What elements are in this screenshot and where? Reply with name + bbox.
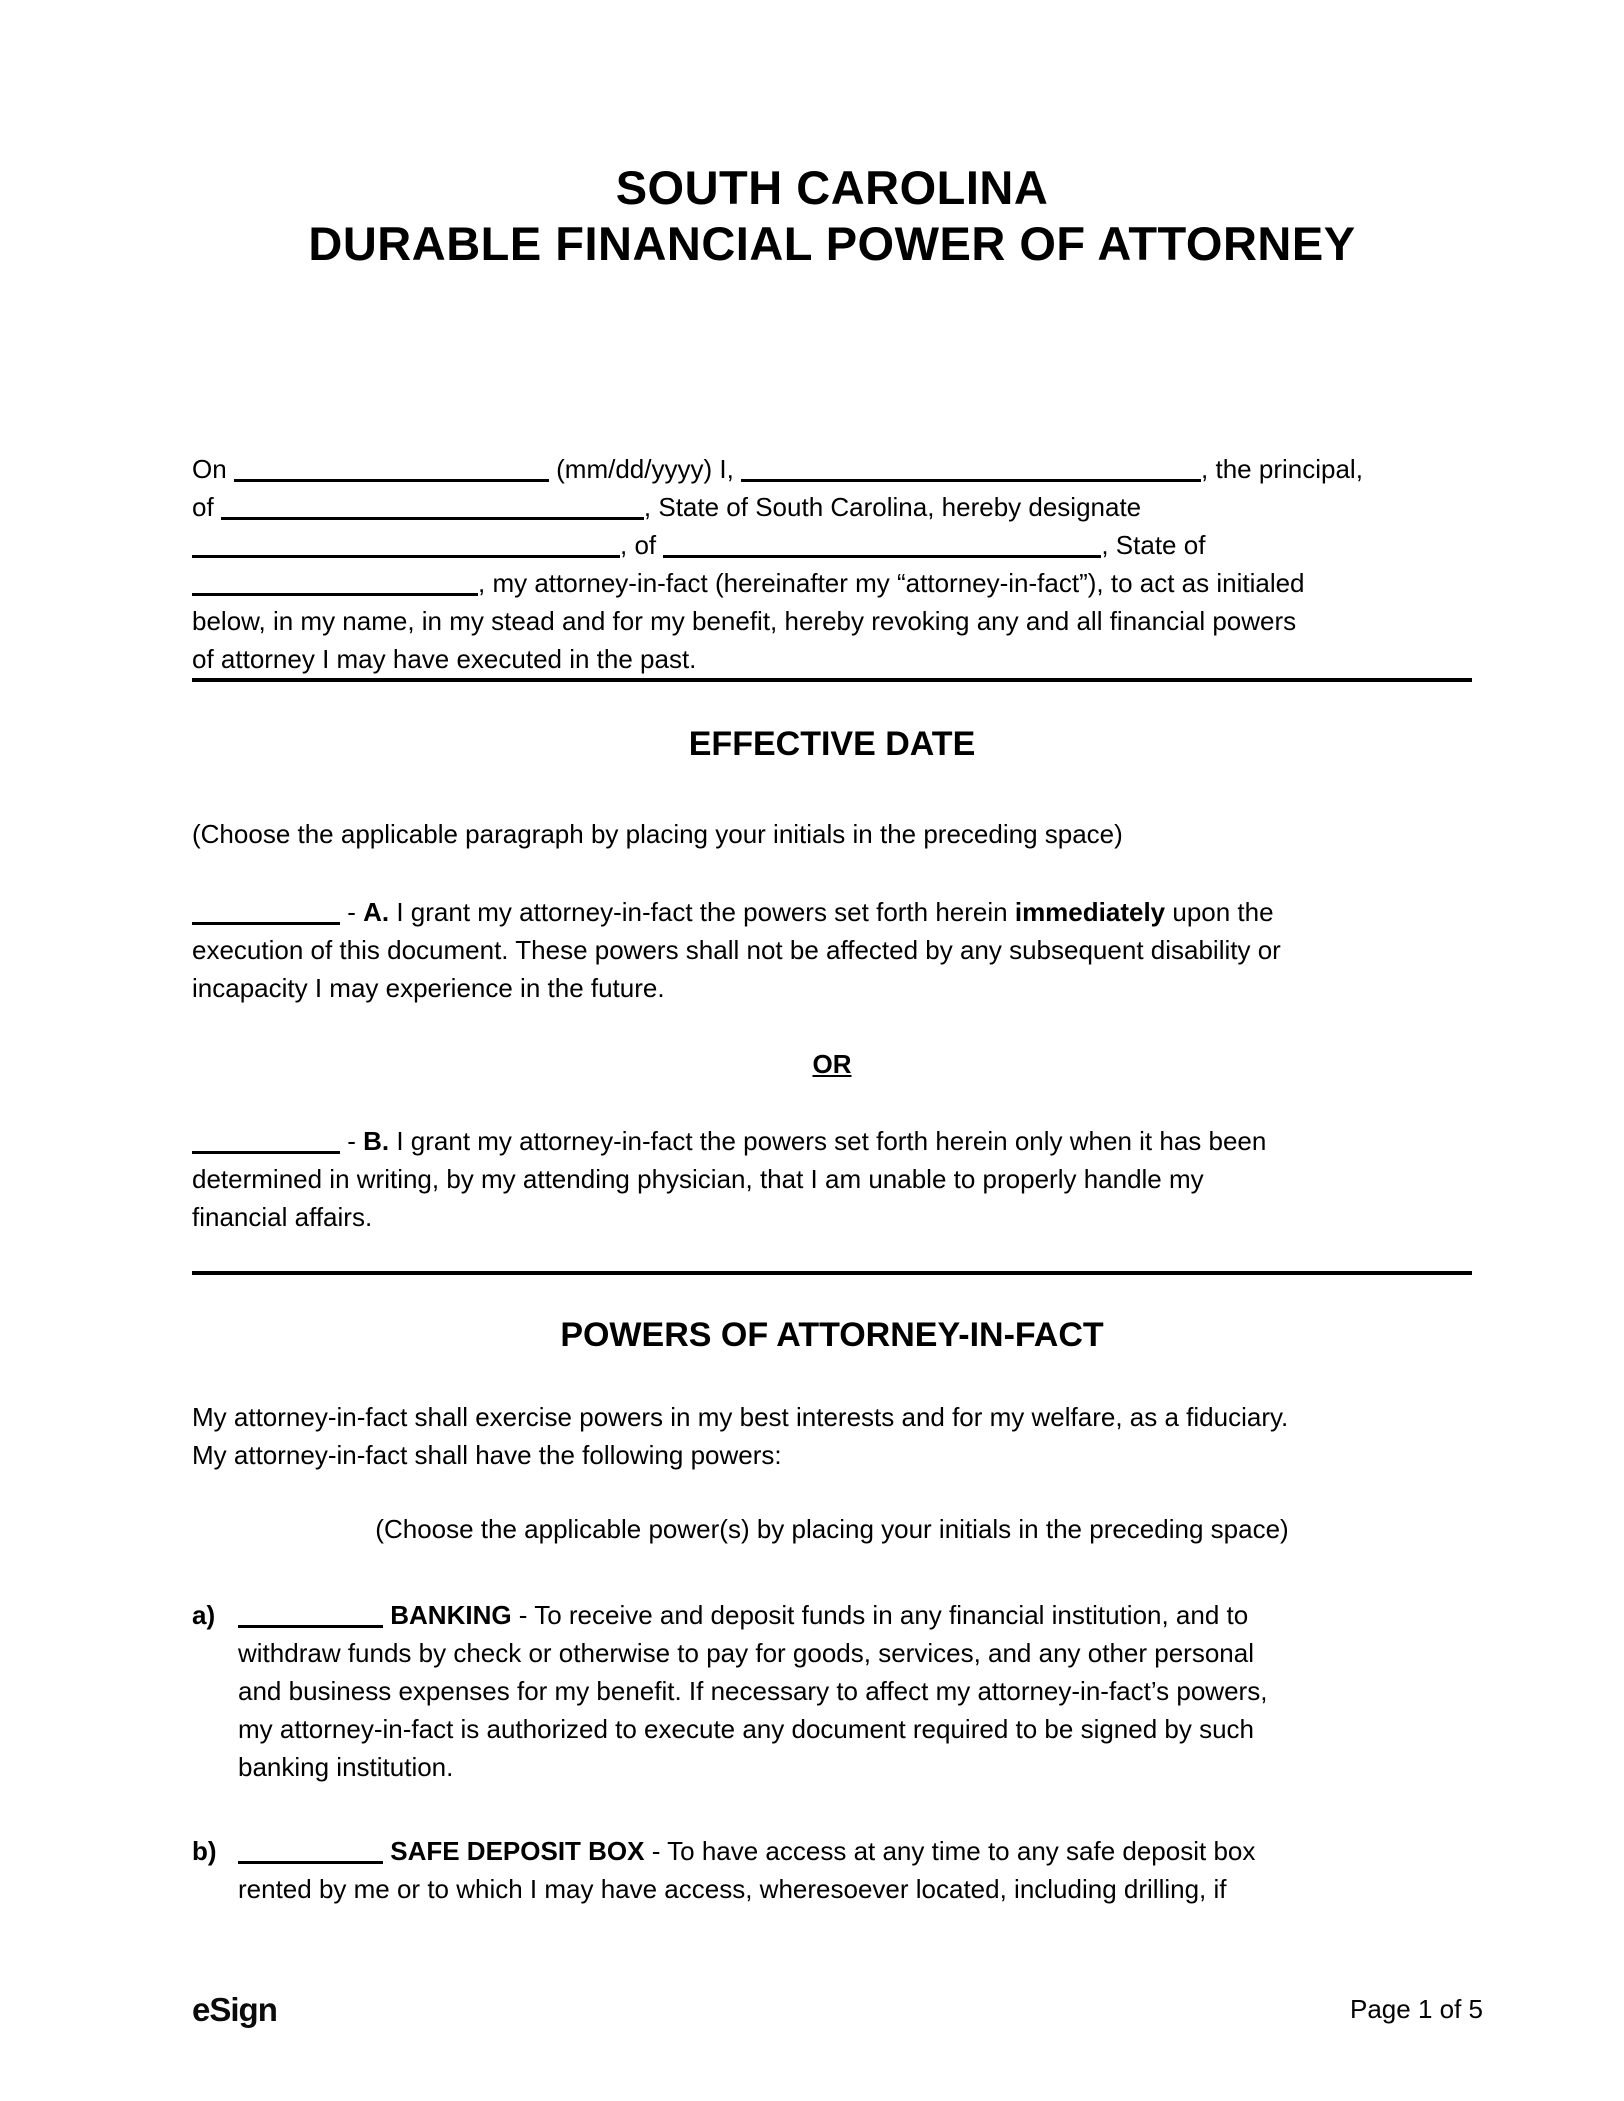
power-item-marker: a) [192,1600,216,1630]
document-title-line1: SOUTH CAROLINA [615,161,1049,214]
fill-in-blank[interactable] [234,467,549,482]
or-separator [192,1045,1472,1083]
text-line [192,526,1472,564]
text-segment: - To receive and deposit funds in any financial institution, and to [511,1600,1249,1630]
section-divider [192,1271,1472,1275]
text-segment: I grant my attorney-in-fact the powers set forth herein [389,897,1015,927]
section-divider [192,678,1472,682]
text-segment: incapacity I may experience in the future. [192,973,665,1003]
fill-in-blank[interactable] [221,505,644,520]
text-segment: banking institution. [238,1752,454,1782]
fill-in-blank[interactable] [238,1849,383,1864]
power-item-text [238,1596,1472,1786]
text-line [192,488,1472,526]
text-segment: , State of South Carolina, hereby designate [643,492,1142,522]
or-label: OR [812,1049,852,1079]
text-line [238,1596,1472,1634]
text-segment: I grant my attorney-in-fact the powers set forth herein only when it has been [389,1126,1267,1156]
text-line [192,1398,1472,1436]
esign-logo: eSign [192,1991,277,2028]
text-line [192,1122,1472,1160]
text-segment: of attorney I may have executed in the past. [192,644,697,674]
text-line [192,893,1472,931]
text-segment: - [340,897,364,927]
option-b-paragraph [192,1122,1472,1236]
fill-in-blank[interactable] [741,467,1201,482]
fill-in-blank[interactable] [192,543,620,558]
text-segment: , the principal, [1201,454,1363,484]
text-segment: rented by me or to which I may have access, wheresoever located, including drilling, if [238,1874,1227,1904]
powers-instruction: (Choose the applicable power(s) by placing your initials in the preceding space) [375,1514,1289,1544]
text-line [238,1634,1472,1672]
page-footer [192,1990,1483,2030]
text-line [192,450,1472,488]
text-segment: - [340,1126,364,1156]
text-segment: determined in writing, by my attending physician, that I am unable to properly handle my [192,1164,1204,1194]
option-a-paragraph [192,893,1472,1007]
text-line [192,1160,1472,1198]
text-segment: , of [620,530,664,560]
text-line [192,564,1472,602]
text-segment: My attorney-in-fact shall have the following powers: [192,1440,782,1470]
power-item-marker: b) [192,1836,217,1866]
fill-in-blank[interactable] [663,543,1101,558]
text-segment: On [192,454,234,484]
text-segment: below, in my name, in my stead and for my benefit, hereby revoking any and all financial powers [192,606,1297,636]
text-segment: B. [363,1126,390,1156]
text-segment: execution of this document. These powers shall not be affected by any subsequent disability or [192,935,1281,965]
powers-preamble [192,1398,1472,1474]
fill-in-blank[interactable] [192,581,478,596]
intro-paragraph [192,450,1472,678]
text-line [192,640,1472,678]
fill-in-blank[interactable] [192,1139,340,1154]
text-segment: A. [363,897,390,927]
text-segment: SAFE DEPOSIT BOX [390,1836,645,1866]
text-line [192,931,1472,969]
powers-heading: POWERS OF ATTORNEY-IN-FACT [560,1316,1104,1354]
page-number: Page 1 of 5 [1350,1994,1483,2024]
text-segment: upon the [1165,897,1274,927]
text-segment: BANKING [390,1600,512,1630]
text-segment: , my attorney-in-fact (hereinafter my “attorney-in-fact”), to act as initialed [478,568,1305,598]
text-segment: financial affairs. [192,1202,373,1232]
text-segment: and business expenses for my benefit. If necessary to affect my attorney-in-fact’s powers, [238,1676,1268,1706]
text-line [192,969,1472,1007]
text-line [238,1870,1472,1908]
document-title-line2: DURABLE FINANCIAL POWER OF ATTORNEY [308,217,1356,270]
fill-in-blank[interactable] [192,910,340,925]
text-segment: of [192,492,221,522]
power-item-banking [192,1596,1472,1786]
effective-date-heading: EFFECTIVE DATE [688,725,976,763]
text-line [192,602,1472,640]
text-segment: my attorney-in-fact is authorized to execute any document required to be signed by such [238,1714,1255,1744]
text-segment: immediately [1014,897,1166,927]
text-line [238,1748,1472,1786]
document-title [192,160,1472,272]
text-line [192,1436,1472,1474]
effective-date-instruction: (Choose the applicable paragraph by placing your initials in the preceding space) [192,819,1123,849]
text-line [192,1198,1472,1236]
text-segment: - To have access at any time to any safe deposit box [644,1836,1256,1866]
text-segment: My attorney-in-fact shall exercise powers in my best interests and for my welfare, as a fiduciary. [192,1402,1289,1432]
text-segment: withdraw funds by check or otherwise to pay for goods, services, and any other personal [238,1638,1254,1668]
text-line [238,1832,1472,1870]
fill-in-blank[interactable] [238,1613,383,1628]
text-segment: , State of [1101,530,1206,560]
text-line [238,1672,1472,1710]
text-segment: (mm/dd/yyyy) I, [548,454,742,484]
text-line [238,1710,1472,1748]
power-item-text [238,1832,1472,1908]
power-item-safe-deposit-box [192,1832,1472,1908]
